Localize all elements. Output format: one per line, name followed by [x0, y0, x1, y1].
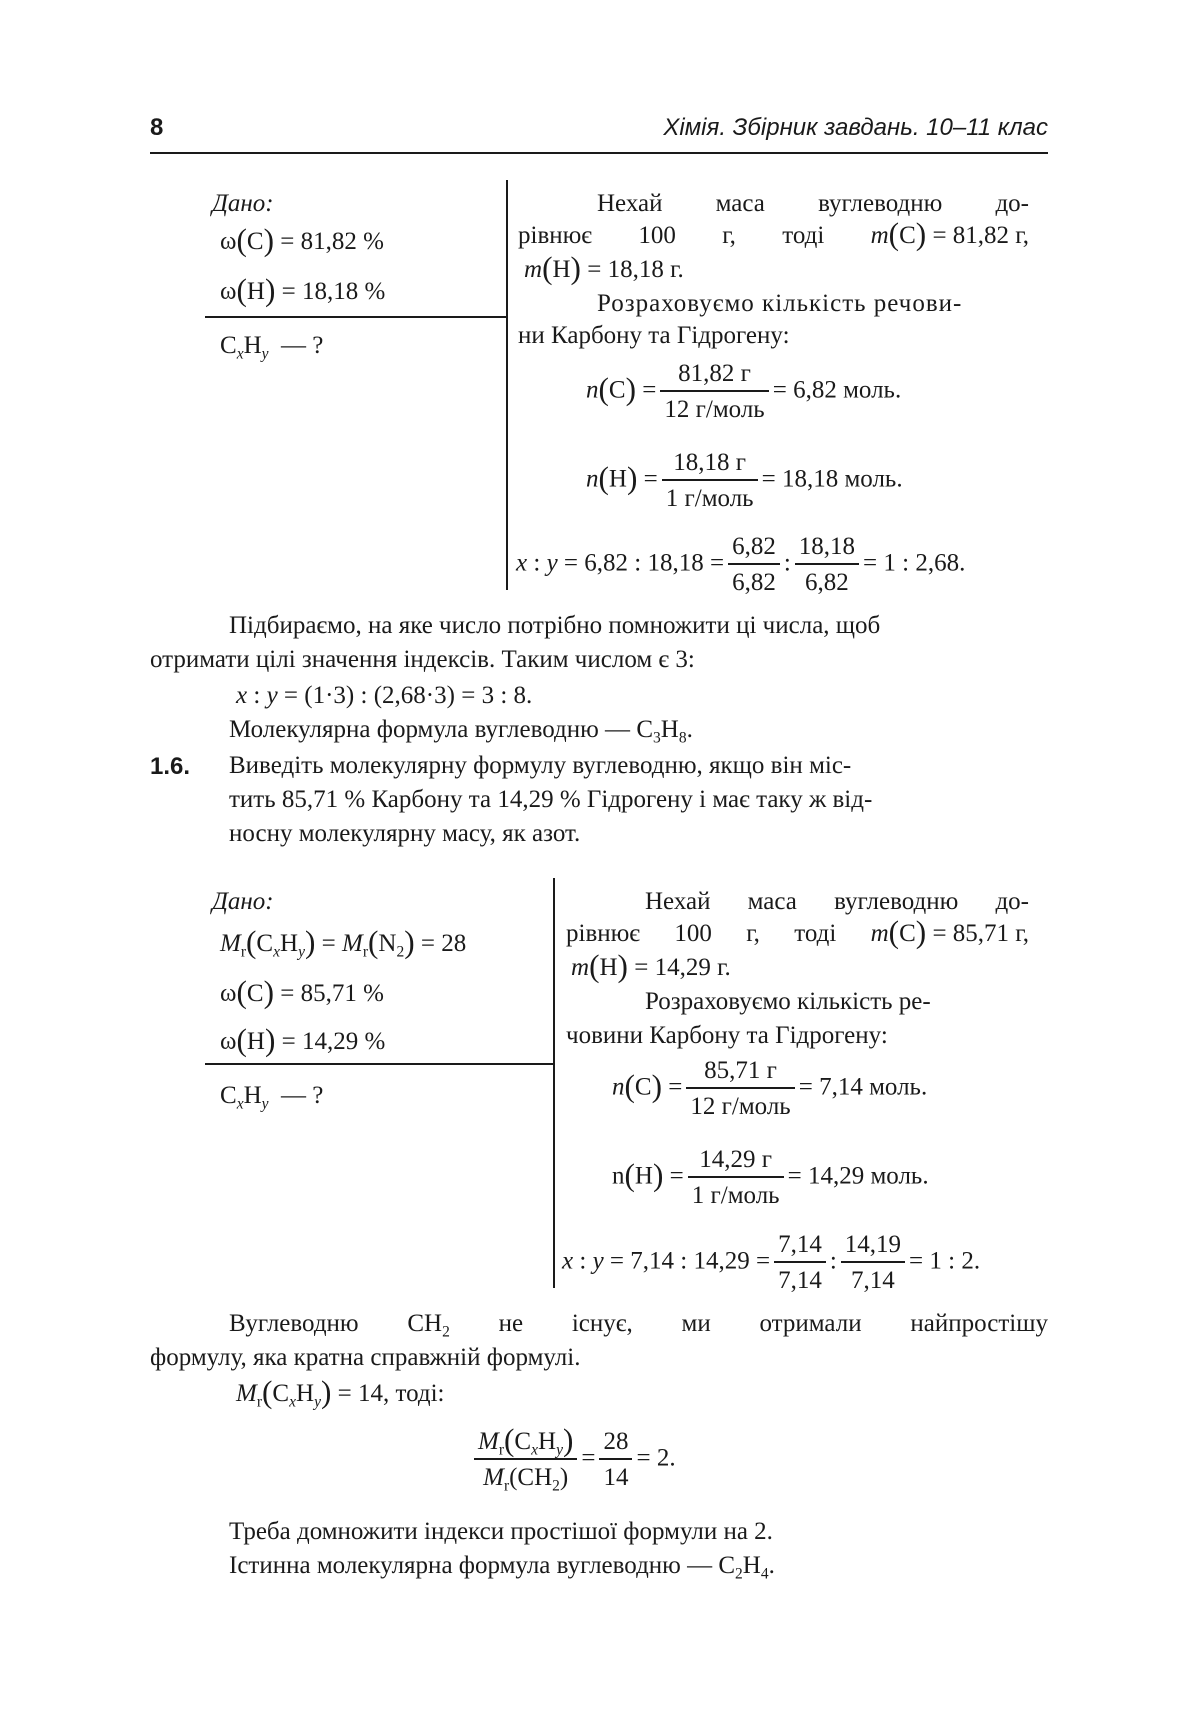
sol1-line3: m(H) = 18,18 г.: [524, 250, 684, 286]
sol1-calc-intro-1: Розраховуємо кількість речови-: [597, 290, 963, 317]
p1-formula-line: Молекулярна формула вуглеводню — $C_3H_8$.: [229, 716, 693, 747]
sol1-line2: рівнює 100 г, тоді m(C) = 81,82 г,: [518, 216, 1029, 252]
given-wh-2: ω(H) = 14,29 %: [220, 1022, 386, 1058]
p2-after-line2: формулу, яка кратна справжній формулі.: [150, 1344, 581, 1371]
given-wh-1: ω(H) = 18,18 %: [220, 272, 386, 308]
given-label-1: Дано:: [212, 190, 274, 217]
sol2-line3: m(H) = 14,29 г.: [571, 948, 731, 984]
given-wc-1: ω(C) = 81,82 %: [220, 222, 384, 258]
sol1-nc-equation: n(C) = $\frac{81,82 г}{\text{12 г/моль}}$ = 6,82 моль.: [586, 360, 902, 423]
sol2-line1: Нехай маса вуглеводню до-: [645, 888, 1029, 915]
given-rule-1: [205, 316, 507, 318]
p1-after-line1: Підбираємо, на яке число потрібно помножити ці числа, щоб: [229, 612, 881, 639]
sol2-line2: рівнює 100 г, тоді m(C) = 85,71 г,: [566, 914, 1029, 950]
p1-ratio-eq: x : y = (1·3) : (2,68·3) = 3 : 8.: [236, 682, 533, 709]
problem2-text-line1: Виведіть молекулярну формулу вуглеводню, якщо він міс-: [229, 752, 852, 779]
given-divider-2: [553, 878, 555, 1288]
page-number: 8: [150, 114, 164, 141]
header-rule: [150, 152, 1048, 154]
p2-after-line3: Треба домножити індекси простішої формули на 2.: [229, 1518, 773, 1545]
given-mr-2: $M_r(C_xH_y) = M_r(N_2) = 28$: [220, 924, 467, 961]
given-rule-2: [205, 1063, 555, 1065]
problem2-text-line2: тить 85,71 % Карбону та 14,29 % Гідрогену і має таку ж від-: [229, 786, 873, 813]
sol2-ratio-equation: x : y = 7,14 : 14,29 = $\frac{7,14}{7,14}$ : $\frac{14,19}{7,14}$ = 1 : 2.: [562, 1231, 981, 1294]
given-divider-1: [506, 180, 508, 590]
problem-number: 1.6.: [150, 753, 191, 780]
sol1-calc-intro-2: ни Карбону та Гідрогену:: [518, 322, 790, 349]
running-title: Хімія. Збірник завдань. 10–11 клас: [663, 114, 1048, 141]
sol2-nc-equation: n(C) = $\frac{85,71 г}{\text{12 г/моль}}$ = 7,14 моль.: [612, 1057, 928, 1120]
p2-ratio-fraction: $\frac{M_r(C_xH_y)}{M_r(CH_2)}$ = $\frac{28}{14}$ = 2.: [470, 1428, 676, 1492]
given-wc-2: ω(C) = 85,71 %: [220, 974, 384, 1010]
sol1-line1: Нехай маса вуглеводню до-: [597, 190, 1029, 217]
p1-after-line2: отримати цілі значення індексів. Таким числом є 3:: [150, 646, 695, 673]
problem2-text-line3: носну молекулярну масу, як азот.: [229, 820, 581, 847]
p2-after-line4: Істинна молекулярна формула вуглеводню — $C_2H_4$.: [229, 1552, 775, 1583]
given-label-2: Дано:: [212, 888, 274, 915]
p2-after-line1: Вуглеводню $CH_2$ не існує, ми отримали найпростішу: [229, 1310, 1048, 1341]
given-unknown-2: $C_xH_y$ — ?: [220, 1082, 324, 1113]
sol1-ratio-equation: x : y = 6,82 : 18,18 = $\frac{6,82}{6,82}$ : $\frac{18,18}{6,82}$ = 1 : 2,68.: [516, 533, 966, 596]
sol2-calc-intro-1: Розраховуємо кількість ре-: [645, 988, 931, 1015]
given-unknown-1: $C_xH_y$ — ?: [220, 332, 324, 363]
sol1-nh-equation: n(H) = $\frac{18,18 г}{\text{1 г/моль}}$ = 18,18 моль.: [586, 449, 903, 512]
sol2-nh-equation: n(H) = $\frac{14,29 г}{\text{1 г/моль}}$ = 14,29 моль.: [612, 1146, 929, 1209]
p2-mr-line: $M_r(C_xH_y) = 14$, тоді:: [236, 1374, 445, 1411]
sol2-calc-intro-2: човини Карбону та Гідрогену:: [566, 1022, 888, 1049]
